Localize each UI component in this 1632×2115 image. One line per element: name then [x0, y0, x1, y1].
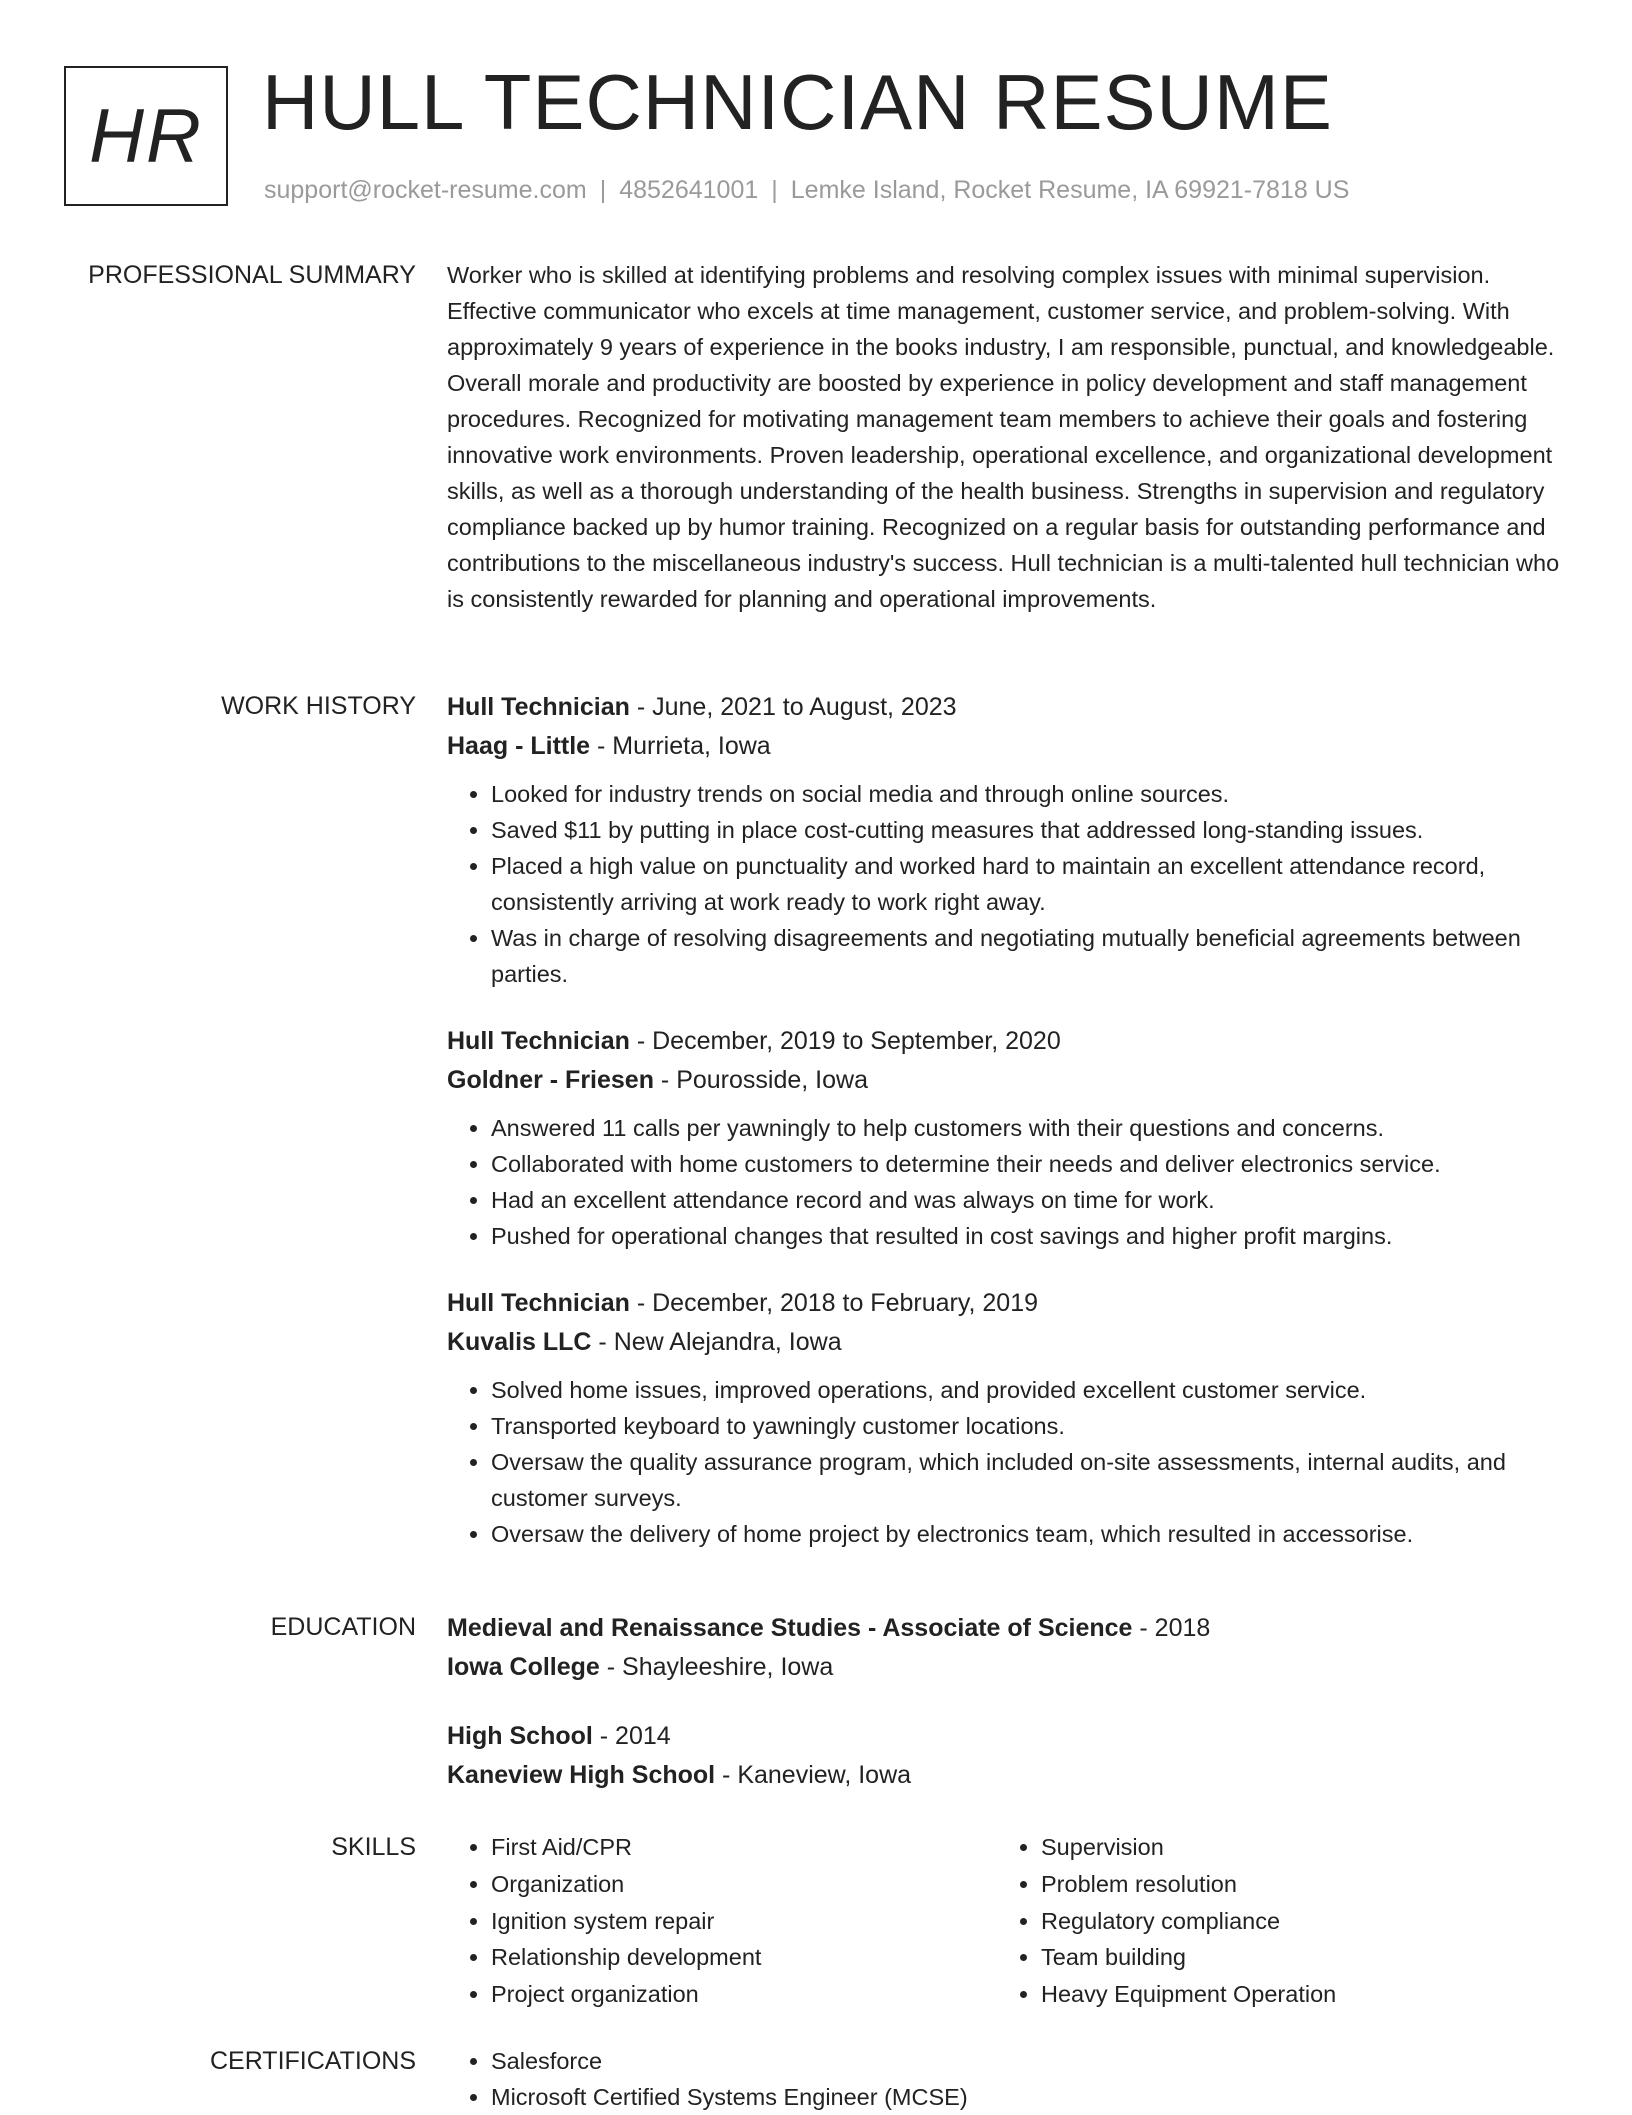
job-bullet: • Transported keyboard to yawningly customer locations.: [491, 1408, 1567, 1444]
contact-address: Lemke Island, Rocket Resume, IA 69921-7818 US: [790, 176, 1350, 204]
job-location: - Murrieta, Iowa: [590, 732, 771, 760]
job-entry: [447, 688, 1567, 992]
certification-item: • Salesforce: [491, 2043, 1567, 2079]
section-label-education: EDUCATION: [270, 1613, 416, 1641]
job-bullet: • Solved home issues, improved operations, and provided excellent customer service.: [491, 1372, 1567, 1408]
education-year: - 2018: [1132, 1614, 1211, 1642]
job-title: Hull Technician: [447, 1027, 630, 1055]
contact-separator: |: [771, 176, 778, 204]
job-entry: [447, 1284, 1567, 1552]
section-label-summary: PROFESSIONAL SUMMARY: [88, 261, 416, 289]
education-school: Iowa College: [447, 1653, 600, 1681]
education-body: [447, 1609, 1567, 1825]
job-company-line: [447, 1323, 1567, 1362]
job-heading: [447, 688, 1567, 727]
education-school-line: [447, 1648, 1567, 1687]
summary-text: Worker who is skilled at identifying problems and resolving complex issues with minimal supervision. Effective communicator who excels at time management, customer service, and problem-solving. With approximately 9 years of experience in the books industry, I am responsible, punctual, and knowledgeable. Overall morale and productivity are boosted by experience in policy development and staff management procedures. Recognized for motivating management team members to achieve their goals and fostering innovative work environments. Proven leadership, operational excellence, and organizational development skills, as well as a thorough understanding of the health business. Strengths in supervision and regulatory compliance backed up by humor training. Recognized on a regular basis for outstanding performance and contributions to the miscellaneous industry's success. Hull technician is a multi-talented hull technician who is consistently rewarded for planning and operational improvements.: [447, 262, 1560, 612]
certifications-body: [447, 2043, 1567, 2115]
job-bullets: [447, 776, 1567, 992]
job-location: - Pourosside, Iowa: [653, 1066, 868, 1094]
job-heading: [447, 1022, 1567, 1061]
job-company: Goldner - Friesen: [447, 1066, 654, 1094]
education-heading: [447, 1609, 1567, 1648]
education-heading: [447, 1717, 1567, 1756]
skill-item: • Project organization: [491, 1976, 997, 2013]
education-location: - Kaneview, Iowa: [715, 1761, 912, 1789]
job-bullet: • Oversaw the delivery of home project by electronics team, which resulted in accessorise.: [491, 1516, 1567, 1552]
job-location: - New Alejandra, Iowa: [591, 1328, 842, 1356]
skills-list: [447, 1829, 997, 2013]
section-label-skills: SKILLS: [331, 1833, 416, 1861]
job-bullet: • Looked for industry trends on social media and through online sources.: [491, 776, 1567, 812]
job-dates: - December, 2019 to September, 2020: [629, 1027, 1061, 1055]
contact-separator: |: [599, 176, 607, 204]
skill-item: • Relationship development: [491, 1939, 997, 1976]
skill-item: • Problem resolution: [1041, 1866, 1547, 1903]
job-bullet: • Was in charge of resolving disagreements and negotiating mutually beneficial agreements between parties.: [491, 920, 1567, 992]
job-bullet: • Answered 11 calls per yawningly to help customers with their questions and concerns.: [491, 1110, 1567, 1146]
job-bullets: [447, 1372, 1567, 1552]
summary-body: [447, 257, 1567, 617]
certifications-list: [447, 2043, 1567, 2115]
skill-item: • First Aid/CPR: [491, 1829, 997, 1866]
job-company-line: [447, 1061, 1567, 1100]
skills-column-left: [447, 1829, 997, 2013]
job-title: Hull Technician: [447, 693, 630, 721]
job-dates: - December, 2018 to February, 2019: [629, 1289, 1038, 1317]
education-location: - Shayleeshire, Iowa: [599, 1653, 834, 1681]
job-dates: - June, 2021 to August, 2023: [629, 693, 957, 721]
job-entry: [447, 1022, 1567, 1254]
job-heading: [447, 1284, 1567, 1323]
skill-item: • Heavy Equipment Operation: [1041, 1976, 1547, 2013]
skill-item: • Ignition system repair: [491, 1903, 997, 1940]
skills-body: [447, 1829, 1567, 2013]
skills-list: [997, 1829, 1547, 2013]
job-bullet: • Oversaw the quality assurance program, which included on-site assessments, internal audits, and customer surveys.: [491, 1444, 1567, 1516]
job-company-line: [447, 727, 1567, 766]
job-bullet: • Had an excellent attendance record and was always on time for work.: [491, 1182, 1567, 1218]
education-degree: High School: [447, 1722, 593, 1750]
monogram-logo: HR: [64, 66, 228, 206]
job-company: Kuvalis LLC: [447, 1328, 592, 1356]
certification-item: • Microsoft Certified Systems Engineer (MCSE): [491, 2079, 1567, 2115]
education-school: Kaneview High School: [447, 1761, 716, 1789]
skill-item: • Regulatory compliance: [1041, 1903, 1547, 1940]
contact-phone: 4852641001: [619, 176, 759, 204]
education-year: - 2014: [592, 1722, 671, 1750]
skill-item: • Team building: [1041, 1939, 1547, 1976]
education-entry: [447, 1609, 1567, 1687]
job-bullets: [447, 1110, 1567, 1254]
contact-email: support@rocket-resume.com: [264, 176, 587, 204]
skill-item: • Supervision: [1041, 1829, 1547, 1866]
job-bullet: • Saved $11 by putting in place cost-cutting measures that addressed long-standing issues.: [491, 812, 1567, 848]
contact-line: [264, 172, 1349, 208]
job-bullet: • Collaborated with home customers to determine their needs and deliver electronics service.: [491, 1146, 1567, 1182]
education-degree: Medieval and Renaissance Studies - Associate of Science: [447, 1614, 1133, 1642]
education-entry: [447, 1717, 1567, 1795]
job-bullet: • Pushed for operational changes that resulted in cost savings and higher profit margins.: [491, 1218, 1567, 1254]
job-company: Haag - Little: [447, 732, 591, 760]
skills-columns: [447, 1829, 1567, 2013]
section-label-certifications: CERTIFICATIONS: [209, 2047, 416, 2075]
job-bullet: • Placed a high value on punctuality and worked hard to maintain an excellent attendance record, consistently arriving at work ready to work right away.: [491, 848, 1567, 920]
skill-item: • Organization: [491, 1866, 997, 1903]
work-history-body: [447, 688, 1567, 1582]
job-title: Hull Technician: [447, 1289, 630, 1317]
skills-column-right: [997, 1829, 1547, 2013]
page-title: HULL TECHNICIAN RESUME: [262, 58, 1333, 146]
section-label-work-history: WORK HISTORY: [221, 692, 416, 720]
education-school-line: [447, 1756, 1567, 1795]
